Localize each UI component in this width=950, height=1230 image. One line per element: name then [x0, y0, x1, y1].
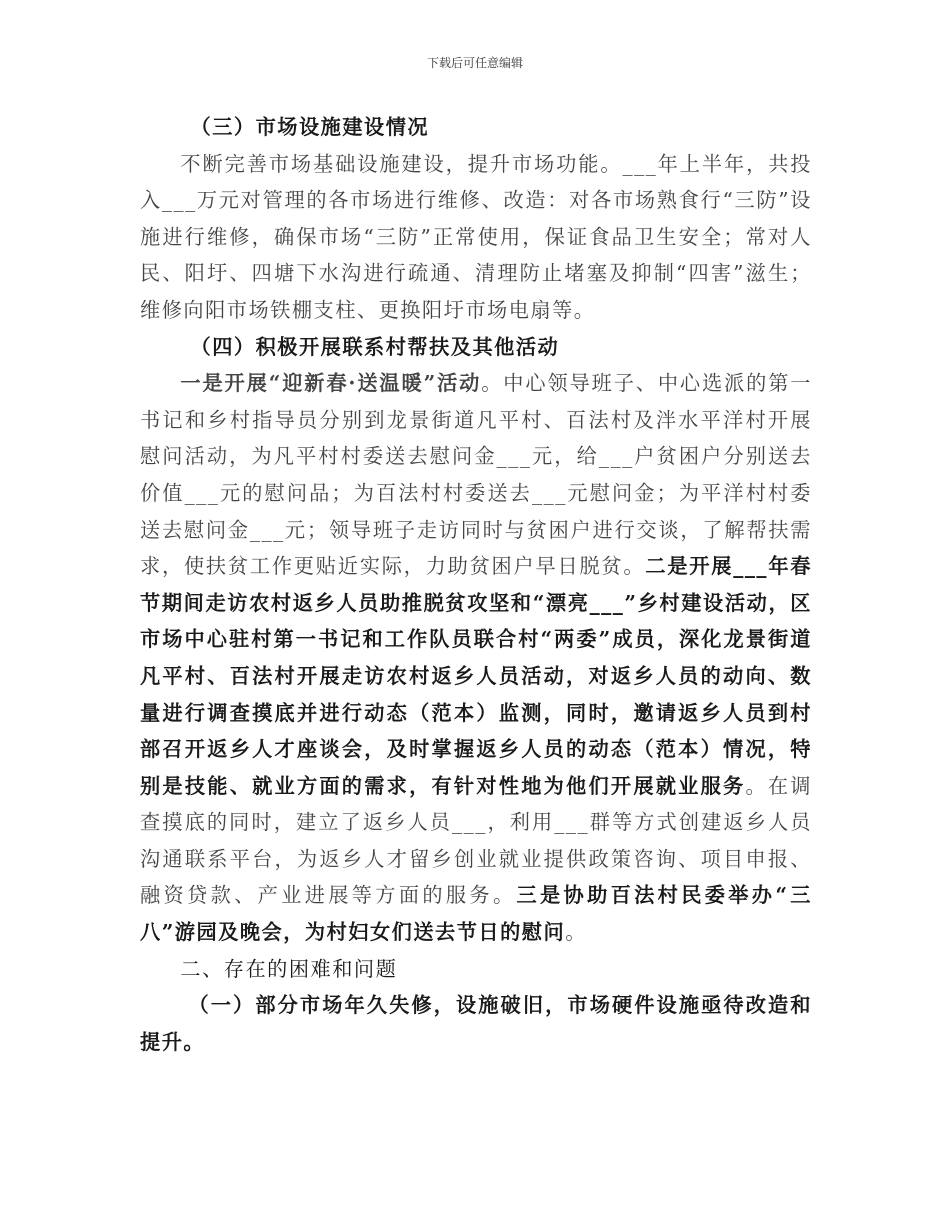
problems-heading: 二、存在的困难和问题 — [180, 956, 398, 981]
item-3-text: 。 — [565, 920, 587, 945]
document-body — [140, 109, 812, 1060]
item-1-text: 。中心领导班子、中心选派的第一书记和乡村指导员分别到龙景街道凡平村、百法村及泮水平洋村开展慰问活动，为凡平村村委送去慰问金___元，给___户贫困户分别送去价值___元的慰问品；为百法村村委送去___元慰问金；为平洋村村委送去慰问金___元；领导班子走访同时与贫困户进行交谈，了解帮扶需求，使扶贫工作更贴近实际，力助贫困户早日脱贫。 — [140, 371, 812, 579]
page-header: 下载后可任意编辑 — [426, 56, 523, 70]
section-heading-3: （三）市场设施建设情况 — [190, 115, 430, 139]
lead-item-1: 一是开展“迎新春·送温暖”活动 — [180, 371, 482, 396]
item-2-text: 。在调查摸底的同时，建立了返乡人员___，利用___群等方式创建返乡人员沟通联系平台，为返乡人才留乡创业就业提供政策咨询、项目申报、融资贷款、产业进展等方面的服务。 — [140, 773, 812, 908]
problem-item-1: （一）部分市场年久失修，设施破旧，市场硬件设施亟待改造和提升。 — [140, 993, 812, 1054]
section-heading-4: （四）积极开展联系村帮扶及其他活动 — [190, 334, 560, 359]
lead-item-2: 二是开展___年春节期间走访农村返乡人员助推脱贫攻坚和“漂亮___”乡村建设活动，区市场中心驻村第一书记和工作队员联合村“两委”成员，深化龙景街道凡平村、百法村开展走访农村返乡人员活动，对返乡人员的动向、数量进行调查摸底并进行动态（范本）监测，同时，邀请返乡人员到村部召开返乡人才座谈会，及时掌握返乡人员的动态（范本）情况，特别是技能、就业方面的需求，有针对性地为他们开展就业服务 — [140, 554, 812, 798]
section-3-paragraph: 不断完善市场基础设施建设，提升市场功能。___年上半年，共投入___万元对管理的各市场进行维修、改造：对各市场熟食行“三防”设施进行维修，确保市场“三防”正常使用，保证食品卫生安全；常对人民、阳圩、四塘下水沟进行疏通、清理防止堵塞及抑制“四害”滋生；维修向阳市场铁棚支柱、更换阳圩市场电扇等。 — [140, 151, 812, 322]
lead-item-3: 三是协助百法村民委举办“三八”游园及晚会，为村妇女们送去节日的慰问 — [140, 883, 812, 945]
section-4-paragraph — [140, 365, 812, 951]
